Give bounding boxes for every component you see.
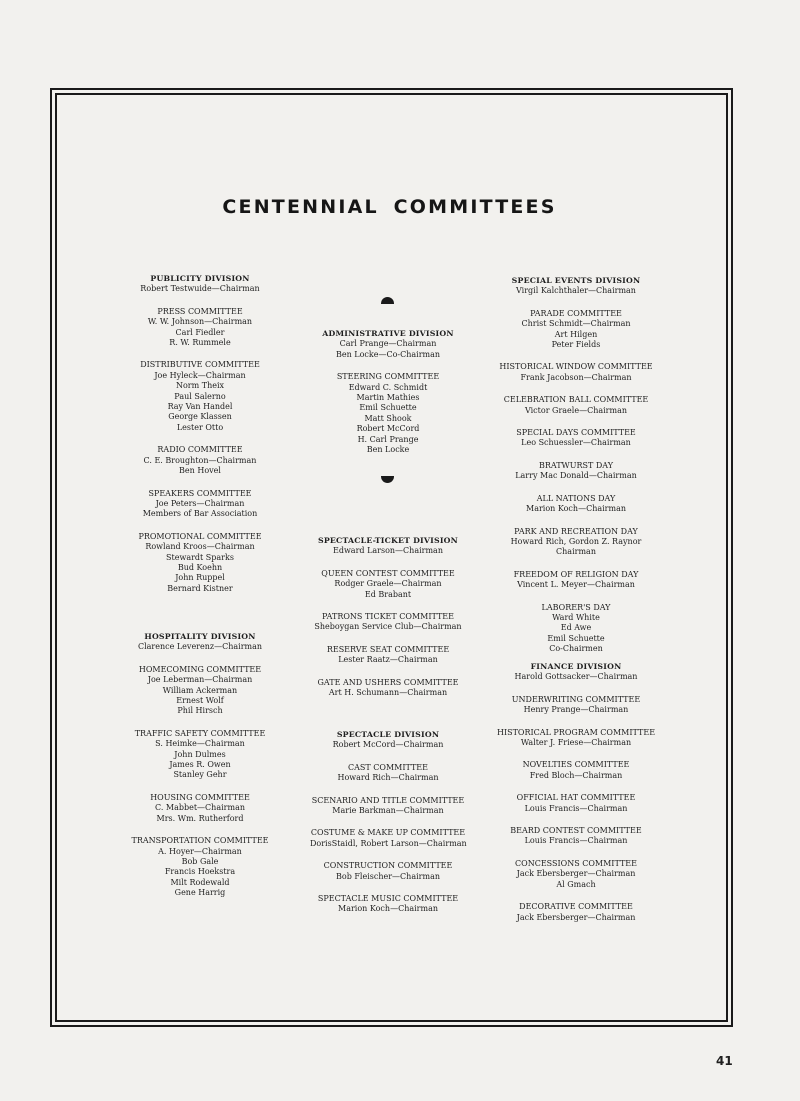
committee-member: Ed Awe — [560, 623, 592, 633]
committee-name: GATE AND USHERS COMMITTEE — [317, 677, 459, 687]
committee-name: LABORER'S DAY — [541, 602, 611, 612]
committee-member: Ben Locke — [366, 445, 410, 455]
committee-member: Stanley Gehr — [173, 770, 227, 780]
division-title: ADMINISTRATIVE DIVISION — [322, 329, 454, 338]
spacer — [492, 482, 660, 494]
division-chair: Ben Locke—Co-Chairman — [335, 349, 441, 359]
committee-member: Joe Hyleck—Chairman — [154, 370, 246, 380]
committee-member: Ed Brabant — [364, 589, 412, 599]
division-chair: Virgil Kalchthaler—Chairman — [516, 286, 636, 296]
committee-name: PARADE COMMITTEE — [530, 308, 622, 318]
spacer — [310, 784, 466, 796]
committee-member: Louis Francis—Chairman — [524, 836, 628, 846]
committee-member: Lester Otto — [176, 422, 224, 432]
committee-name: SPECIAL DAYS COMMITTEE — [516, 428, 636, 438]
spacer — [310, 751, 466, 763]
committee-member: Larry Mac Donald—Chairman — [515, 471, 637, 481]
committee-member: Gene Harrig — [174, 888, 226, 898]
committee-name: DISTRIBUTIVE COMMITTEE — [140, 360, 260, 370]
committee-member: Paul Salerno — [174, 391, 226, 401]
committee-member: Joe Peters—Chairman — [155, 498, 245, 508]
committee-name: RADIO COMMITTEE — [157, 445, 243, 455]
division-title: SPECIAL EVENTS DIVISION — [511, 276, 641, 285]
committee-member: Rodger Graele—Chairman — [334, 579, 442, 589]
committee-name: FREEDOM OF RELIGION DAY — [513, 569, 639, 579]
committee-member: Fred Bloch—Chairman — [529, 770, 623, 780]
spacer — [310, 633, 466, 645]
committee-member: Sheboygan Service Club—Chairman — [314, 622, 462, 632]
committee-name: SCENARIO AND TITLE COMMITTEE — [311, 795, 465, 805]
spacer — [125, 653, 275, 665]
division-hospitality — [125, 632, 275, 899]
committee-name: TRANSPORTATION COMMITTEE — [131, 836, 269, 846]
committee-name: CELEBRATION BALL COMMITTEE — [503, 395, 649, 405]
spacer — [125, 717, 275, 729]
division-spectacle-ticket — [310, 536, 466, 698]
spacer — [310, 882, 466, 894]
spacer — [310, 816, 466, 828]
committee-member: John Ruppel — [175, 573, 225, 583]
committee-member: C. Mabbet—Chairman — [154, 803, 245, 813]
committee-member: Art H. Schumann—Chairman — [328, 688, 448, 698]
division-chair: Clarence Leverenz—Chairman — [137, 642, 263, 652]
committee-member: Ray Van Handel — [167, 402, 233, 412]
division-title: SPECTACLE-TICKET DIVISION — [318, 536, 458, 545]
committee-member: Mrs. Wm. Rutherford — [156, 813, 244, 823]
spacer — [125, 781, 275, 793]
division-spectacle — [310, 730, 466, 915]
division-finance — [492, 662, 660, 923]
committee-member: Rowland Kroos—Chairman — [145, 542, 255, 552]
spacer — [492, 781, 660, 793]
committee-member: James R. Owen — [169, 760, 231, 770]
spacer — [125, 348, 275, 360]
committee-member: R. W. Rummele — [169, 338, 231, 348]
spacer — [492, 591, 660, 603]
committee-name: BEARD CONTEST COMMITTEE — [510, 826, 642, 836]
committee-member: Bob Fleischer—Chairman — [336, 871, 440, 881]
committee-member: Henry Prange—Chairman — [523, 705, 629, 715]
committee-member: Marion Koch—Chairman — [526, 504, 626, 514]
committee-name: NOVELTIES COMMITTEE — [522, 760, 630, 770]
committee-name: CAST COMMITTEE — [348, 762, 428, 772]
division-chair: Robert Testwuide—Chairman — [140, 284, 260, 294]
committee-member: Ben Hovel — [179, 466, 221, 476]
committee-name: BRATWURST DAY — [538, 460, 614, 470]
spacer — [492, 416, 660, 428]
page-number: 41 — [716, 1054, 733, 1068]
committee-member: Stewardt Sparks — [166, 552, 234, 562]
spacer — [492, 748, 660, 760]
spacer — [310, 666, 466, 678]
committee-member: Emil Schuette — [547, 633, 605, 643]
spacer — [310, 557, 466, 569]
spacer — [310, 600, 466, 612]
spacer — [492, 297, 660, 309]
committee-member: Norm Theix — [175, 381, 225, 391]
spacer — [310, 360, 466, 372]
committee-member: Jack Ebersberger—Chairman — [516, 912, 636, 922]
committee-name: HOMECOMING COMMITTEE — [138, 664, 262, 674]
committee-name: SPEAKERS COMMITTEE — [148, 488, 252, 498]
committee-member: Ward White — [552, 612, 600, 622]
spacer — [492, 449, 660, 461]
committee-member: Howard Rich, Gordon Z. Raynor — [510, 536, 642, 546]
committee-member: Howard Rich—Chairman — [337, 773, 439, 783]
committee-member: Joe Leberman—Chairman — [147, 675, 253, 685]
committee-member: Louis Francis—Chairman — [524, 803, 628, 813]
committee-member: Lester Raatz—Chairman — [338, 655, 438, 665]
committee-member: DorisStaidl, Robert Larson—Chairman — [310, 838, 467, 848]
committee-member: H. Carl Prange — [357, 434, 419, 444]
committee-name: HISTORICAL PROGRAM COMMITTEE — [496, 727, 656, 737]
committee-name: SPECTACLE MUSIC COMMITTEE — [317, 894, 459, 904]
committee-member: Martin Mathies — [356, 393, 420, 403]
committee-name: PATRONS TICKET COMMITTEE — [322, 612, 454, 622]
committee-member: Peter Fields — [551, 340, 601, 350]
committee-name: PARK AND RECREATION DAY — [514, 526, 638, 536]
division-special-events — [492, 276, 660, 655]
spacer — [125, 824, 275, 836]
committee-member: Al Gmach — [556, 879, 596, 889]
committee-member: Robert McCord — [356, 424, 420, 434]
committee-name: QUEEN CONTEST COMMITTEE — [321, 568, 455, 578]
page-title: CENTENNIAL COMMITTEES — [222, 196, 557, 218]
committee-member: Bob Gale — [181, 856, 219, 866]
spacer — [125, 295, 275, 307]
spacer — [492, 814, 660, 826]
committee-name: UNDERWRITING COMMITTEE — [511, 694, 641, 704]
committee-name: PROMOTIONAL COMMITTEE — [138, 531, 262, 541]
spacer — [492, 515, 660, 527]
spacer — [492, 847, 660, 859]
division-chair: Edward Larson—Chairman — [333, 546, 443, 556]
committee-member: Matt Shook — [364, 413, 412, 423]
division-chair: Carl Prange—Chairman — [339, 339, 437, 349]
committee-name: RESERVE SEAT COMMITTEE — [326, 644, 450, 654]
committee-member: Victor Graele—Chairman — [524, 405, 628, 415]
spacer — [125, 477, 275, 489]
committee-member: Emil Schuette — [359, 403, 417, 413]
committee-member: Vincent L. Meyer—Chairman — [517, 580, 635, 590]
committee-name: OFFICIAL HAT COMMITTEE — [516, 793, 636, 803]
committee-name: PRESS COMMITTEE — [157, 306, 243, 316]
division-administrative — [310, 329, 466, 455]
division-title: PUBLICITY DIVISION — [150, 274, 250, 283]
committee-member: Christ Schmidt—Chairman — [521, 319, 631, 329]
committee-name: CONCESSIONS COMMITTEE — [515, 858, 637, 868]
committee-member: Frank Jacobson—Chairman — [520, 372, 632, 382]
division-chair: Harold Gottsacker—Chairman — [514, 672, 638, 682]
committee-name: HOUSING COMMITTEE — [150, 792, 250, 802]
committee-member: W. W. Johnson—Chairman — [147, 317, 253, 327]
committee-name: ALL NATIONS DAY — [536, 493, 616, 503]
committee-member: Marion Koch—Chairman — [338, 904, 438, 914]
committee-member: Chairman — [556, 547, 596, 557]
committee-member: Francis Hoekstra — [164, 867, 236, 877]
spacer — [492, 558, 660, 570]
division-chair: Robert McCord—Chairman — [332, 740, 444, 750]
committee-member: Edward C. Schmidt — [348, 382, 428, 392]
committee-member: C. E. Broughton—Chairman — [143, 455, 257, 465]
committee-member: Marie Barkman—Chairman — [332, 806, 444, 816]
committee-member: Jack Ebersberger—Chairman — [516, 869, 636, 879]
committee-member: John Dulmes — [174, 749, 226, 759]
committee-member: Walter J. Friese—Chairman — [520, 738, 632, 748]
division-title: HOSPITALITY DIVISION — [144, 632, 256, 641]
committee-member: Carl Fiedler — [175, 327, 225, 337]
spacer — [492, 890, 660, 902]
ornament-top — [381, 297, 394, 304]
spacer — [310, 849, 466, 861]
committee-name: TRAFFIC SAFETY COMMITTEE — [134, 728, 266, 738]
spacer — [492, 383, 660, 395]
committee-name: STEERING COMMITTEE — [336, 372, 440, 382]
spacer — [125, 433, 275, 445]
spacer — [492, 683, 660, 695]
spacer — [125, 520, 275, 532]
committee-member: Milt Rodewald — [170, 877, 230, 887]
committee-name: CONSTRUCTION COMMITTEE — [323, 861, 453, 871]
committee-member: Phil Hirsch — [177, 706, 223, 716]
division-publicity — [125, 274, 275, 594]
committee-member: George Klassen — [168, 412, 232, 422]
spacer — [492, 716, 660, 728]
committee-name: HISTORICAL WINDOW COMMITTEE — [499, 362, 653, 372]
committee-member: William Ackerman — [162, 685, 238, 695]
committee-name: COSTUME & MAKE UP COMMITTEE — [310, 828, 466, 838]
committee-member: S. Heimke—Chairman — [155, 739, 245, 749]
committee-member: Bud Koehn — [177, 562, 223, 572]
committee-member: Leo Schuessler—Chairman — [521, 438, 631, 448]
committee-name: DECORATIVE COMMITTEE — [519, 902, 633, 912]
committee-member: A. Hoyer—Chairman — [158, 846, 242, 856]
committee-member: Bernard Kistner — [167, 583, 233, 593]
committee-member: Members of Bar Association — [142, 509, 258, 519]
division-title: FINANCE DIVISION — [530, 662, 622, 671]
division-title: SPECTACLE DIVISION — [336, 730, 440, 739]
committee-member: Ernest Wolf — [176, 696, 224, 706]
committee-member: Art Hilgen — [554, 329, 598, 339]
committee-member: Co-Chairmen — [549, 644, 603, 654]
spacer — [492, 350, 660, 362]
